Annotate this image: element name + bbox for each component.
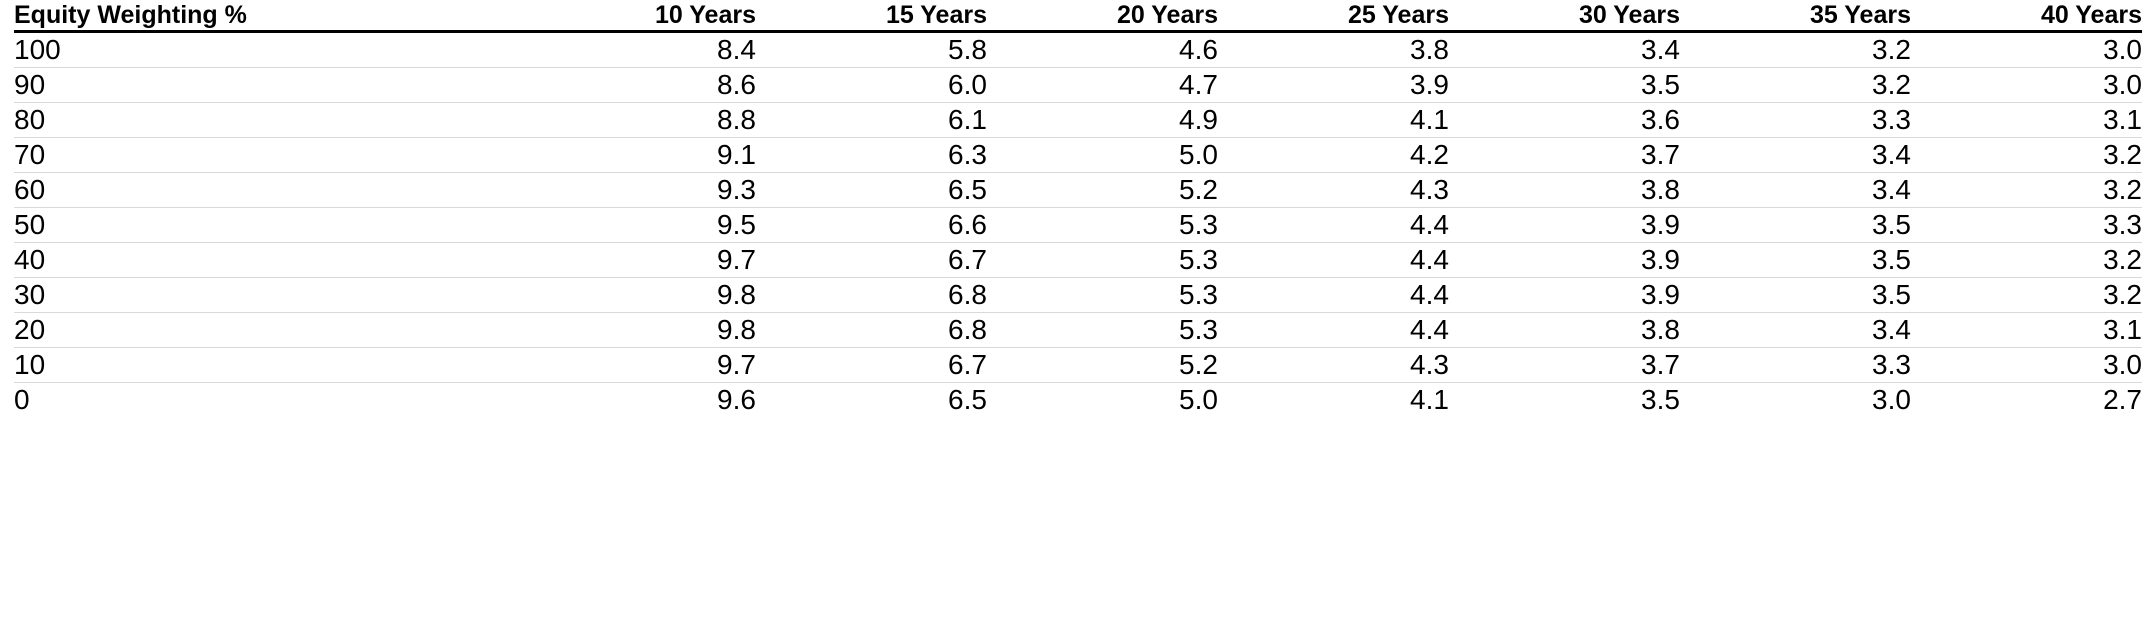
table-header-row — [14, 0, 2142, 32]
table-header — [14, 0, 2142, 32]
cell-value: 5.3 — [1179, 244, 1218, 275]
cell-value: 3.5 — [1872, 244, 1911, 275]
cell-value: 3.2 — [1872, 34, 1911, 65]
cell-value: 5.0 — [1179, 384, 1218, 415]
cell-value: 9.8 — [717, 314, 756, 345]
table-row — [14, 208, 2142, 243]
cell-value: 3.2 — [2103, 244, 2142, 275]
cell-value: 3.5 — [1872, 209, 1911, 240]
cell-value: 3.2 — [2103, 174, 2142, 205]
table-row — [14, 103, 2142, 138]
cell-value: 9.1 — [717, 139, 756, 170]
cell-value: 5.3 — [1179, 279, 1218, 310]
cell-value: 9.7 — [717, 349, 756, 380]
cell-value: 3.2 — [1872, 69, 1911, 100]
cell-value: 3.8 — [1641, 174, 1680, 205]
cell-value: 6.7 — [948, 349, 987, 380]
table-row — [14, 68, 2142, 103]
cell-value: 3.9 — [1410, 69, 1449, 100]
table-row — [14, 348, 2142, 383]
cell-value: 3.7 — [1641, 349, 1680, 380]
cell-value: 4.9 — [1179, 104, 1218, 135]
row-label: 10 — [14, 349, 46, 380]
table-row — [14, 173, 2142, 208]
cell-value: 3.8 — [1410, 34, 1449, 65]
cell-value: 3.4 — [1641, 34, 1680, 65]
cell-value: 3.4 — [1872, 314, 1911, 345]
cell-value: 3.5 — [1872, 279, 1911, 310]
cell-value: 3.7 — [1641, 139, 1680, 170]
column-header-30-years: 30 Years — [1578, 1, 1680, 29]
cell-value: 3.2 — [2103, 279, 2142, 310]
cell-value: 8.8 — [717, 104, 756, 135]
cell-value: 3.5 — [1641, 384, 1680, 415]
cell-value: 6.7 — [948, 244, 987, 275]
cell-value: 2.7 — [2103, 384, 2142, 415]
table-row — [14, 138, 2142, 173]
row-label: 100 — [14, 34, 61, 65]
table-row — [14, 313, 2142, 348]
column-header-15-years: 15 Years — [885, 1, 987, 29]
column-header-35-years: 35 Years — [1809, 1, 1911, 29]
row-label: 40 — [14, 244, 46, 275]
cell-value: 4.3 — [1410, 349, 1449, 380]
cell-value: 3.3 — [1872, 104, 1911, 135]
cell-value: 5.3 — [1179, 314, 1218, 345]
cell-value: 5.2 — [1179, 174, 1218, 205]
cell-value: 6.3 — [948, 139, 987, 170]
row-label: 0 — [14, 384, 30, 415]
cell-value: 5.2 — [1179, 349, 1218, 380]
cell-value: 9.3 — [717, 174, 756, 205]
cell-value: 6.8 — [948, 314, 987, 345]
cell-value: 4.4 — [1410, 209, 1449, 240]
cell-value: 6.5 — [948, 174, 987, 205]
cell-value: 9.8 — [717, 279, 756, 310]
cell-value: 4.4 — [1410, 279, 1449, 310]
cell-value: 3.9 — [1641, 209, 1680, 240]
cell-value: 4.3 — [1410, 174, 1449, 205]
cell-value: 4.1 — [1410, 384, 1449, 415]
cell-value: 9.5 — [717, 209, 756, 240]
table-row — [14, 243, 2142, 278]
row-label: 80 — [14, 104, 46, 135]
cell-value: 3.6 — [1641, 104, 1680, 135]
table-body — [14, 32, 2142, 418]
cell-value: 3.4 — [1872, 174, 1911, 205]
cell-value: 3.8 — [1641, 314, 1680, 345]
cell-value: 3.9 — [1641, 244, 1680, 275]
row-label: 60 — [14, 174, 46, 205]
column-header-20-years: 20 Years — [1116, 1, 1218, 29]
table-row — [14, 278, 2142, 313]
cell-value: 3.3 — [2103, 209, 2142, 240]
cell-value: 3.0 — [2103, 69, 2142, 100]
cell-value: 9.6 — [717, 384, 756, 415]
equity-weighting-table — [14, 0, 2142, 417]
cell-value: 3.0 — [2103, 349, 2142, 380]
cell-value: 9.7 — [717, 244, 756, 275]
cell-value: 6.6 — [948, 209, 987, 240]
cell-value: 6.5 — [948, 384, 987, 415]
row-label: 30 — [14, 279, 46, 310]
cell-value: 5.3 — [1179, 209, 1218, 240]
cell-value: 3.1 — [2103, 104, 2142, 135]
cell-value: 8.6 — [717, 69, 756, 100]
cell-value: 4.4 — [1410, 244, 1449, 275]
cell-value: 5.8 — [948, 34, 987, 65]
column-header-10-years: 10 Years — [654, 1, 756, 29]
cell-value: 4.4 — [1410, 314, 1449, 345]
cell-value: 3.0 — [2103, 34, 2142, 65]
cell-value: 8.4 — [717, 34, 756, 65]
row-label: 50 — [14, 209, 46, 240]
cell-value: 3.1 — [2103, 314, 2142, 345]
cell-value: 4.7 — [1179, 69, 1218, 100]
cell-value: 6.8 — [948, 279, 987, 310]
cell-value: 4.6 — [1179, 34, 1218, 65]
cell-value: 6.0 — [948, 69, 987, 100]
column-header-equity-weighting: Equity Weighting % — [14, 1, 247, 29]
column-header-40-years: 40 Years — [2040, 1, 2142, 29]
cell-value: 3.3 — [1872, 349, 1911, 380]
cell-value: 3.5 — [1641, 69, 1680, 100]
cell-value: 3.0 — [1872, 384, 1911, 415]
column-header-25-years: 25 Years — [1347, 1, 1449, 29]
row-label: 90 — [14, 69, 46, 100]
cell-value: 3.2 — [2103, 139, 2142, 170]
cell-value: 3.9 — [1641, 279, 1680, 310]
cell-value: 4.2 — [1410, 139, 1449, 170]
table-row — [14, 383, 2142, 418]
cell-value: 5.0 — [1179, 139, 1218, 170]
row-label: 70 — [14, 139, 46, 170]
cell-value: 4.1 — [1410, 104, 1449, 135]
row-label: 20 — [14, 314, 46, 345]
cell-value: 3.4 — [1872, 139, 1911, 170]
cell-value: 6.1 — [948, 104, 987, 135]
table-row — [14, 32, 2142, 68]
